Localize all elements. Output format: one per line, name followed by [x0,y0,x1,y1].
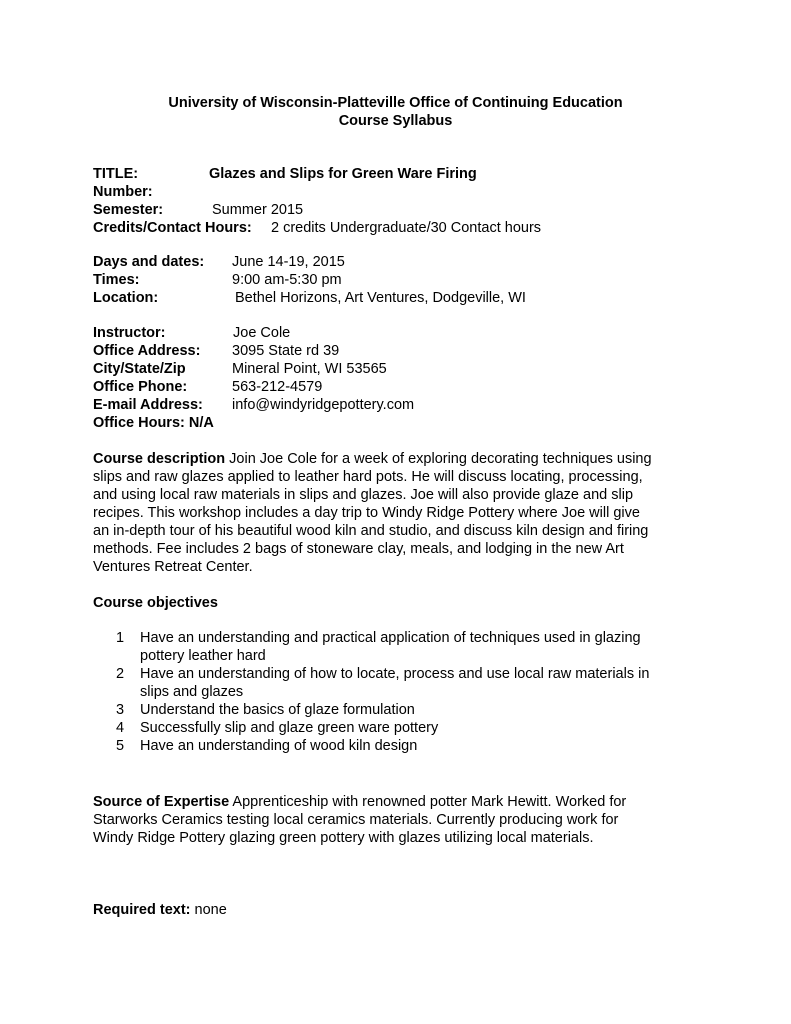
semester-row [93,201,713,219]
source-of-expertise [93,793,703,847]
instructor-info [93,324,713,432]
phone-value: 563-212-4579 [232,379,323,395]
objective-number: 3 [116,702,125,718]
objective-text: Have an understanding and practical application of techniques used in glazing [140,630,641,646]
header-doc-type: Course Syllabus [338,113,453,129]
objective-item [116,737,696,755]
required-label: Required text: [93,902,191,918]
credits-value: 2 credits Undergraduate/30 Contact hours [271,220,542,236]
office-address-value: 3095 State rd 39 [232,343,340,359]
objective-text: Understand the basics of glaze formulation [140,702,415,718]
description-text-4: an in-depth tour of his beautiful wood kiln and studio, and discuss kiln design and firing [93,523,649,539]
objective-number: 2 [116,666,125,682]
objectives-list [116,629,696,755]
description-text-3: recipes. This workshop includes a day trip to Windy Ridge Pottery where Joe will give [93,505,640,521]
expertise-label: Source of Expertise [93,794,230,810]
instructor-label: Instructor: [93,325,166,341]
location-row [93,289,713,307]
office-hours-label: Office Hours: N/A [93,415,214,431]
objective-number: 5 [116,738,125,754]
office-address-label: Office Address: [93,343,201,359]
expertise-line [93,793,703,811]
course-description [93,450,703,576]
credits-label: Credits/Contact Hours: [93,220,252,236]
times-row [93,271,713,289]
expertise-text-0: Apprenticeship with renowned potter Mark Hewitt. Worked for [229,794,627,810]
location-label: Location: [93,290,159,306]
description-text-6: Ventures Retreat Center. [93,559,253,575]
objective-text: pottery leather hard [140,648,266,664]
semester-value: Summer 2015 [212,202,304,218]
objective-item [116,629,696,665]
email-value: info@windyridgepottery.com [232,397,415,413]
city-row [93,360,713,378]
times-label: Times: [93,272,140,288]
course-title: Glazes and Slips for Green Ware Firing [209,166,477,182]
office-hours-row [93,414,713,432]
course-info [93,165,713,237]
description-text-0: Join Joe Cole for a week of exploring decorating techniques using [225,451,652,467]
email-label: E-mail Address: [93,397,203,413]
document-header [0,94,791,130]
days-value: June 14-19, 2015 [232,254,345,270]
description-text-2: and using local raw materials in slips and glazes. Joe will also provide glaze and slip [93,487,634,503]
number-row [93,183,713,201]
office-address-row [93,342,713,360]
city-value: Mineral Point, WI 53565 [232,361,387,377]
days-row [93,253,713,271]
required-value: none [190,902,227,918]
instructor-row [93,324,713,342]
objective-number: 1 [116,630,125,646]
location-value: Bethel Horizons, Art Ventures, Dodgeville, WI [235,290,526,306]
semester-label: Semester: [93,202,164,218]
expertise-text-2: Windy Ridge Pottery glazing green pottery with glazes utilizing local materials. [93,830,594,846]
times-value: 9:00 am-5:30 pm [232,272,342,288]
description-text-1: slips and raw glazes applied to leather hard pots. He will discuss locating, processing, [93,469,643,485]
phone-label: Office Phone: [93,379,188,395]
objective-text: slips and glazes [140,684,244,700]
objective-text: Have an understanding of how to locate, process and use local raw materials in [140,666,650,682]
header-institution: University of Wisconsin-Platteville Office of Continuing Education [168,95,623,111]
title-row [93,165,713,183]
objectives-heading-block [93,594,703,612]
objective-item [116,719,696,737]
instructor-name: Joe Cole [233,325,291,341]
schedule-info [93,253,713,307]
expertise-text-1: Starworks Ceramics testing local ceramics materials. Currently producing work for [93,812,619,828]
description-line [93,450,703,468]
objective-number: 4 [116,720,125,736]
objective-item [116,665,696,701]
objectives-heading: Course objectives [93,595,218,611]
title-label: TITLE: [93,166,139,182]
city-label: City/State/Zip [93,361,186,377]
description-label: Course description [93,451,226,467]
days-label: Days and dates: [93,254,205,270]
number-label: Number: [93,184,153,200]
required-line [93,901,703,919]
description-text-5: methods. Fee includes 2 bags of stoneware clay, meals, and lodging in the new Art [93,541,624,557]
phone-row [93,378,713,396]
email-row [93,396,713,414]
objective-item [116,701,696,719]
objective-text: Successfully slip and glaze green ware pottery [140,720,439,736]
credits-row [93,219,713,237]
required-text [93,901,703,919]
objective-text: Have an understanding of wood kiln design [140,738,418,754]
